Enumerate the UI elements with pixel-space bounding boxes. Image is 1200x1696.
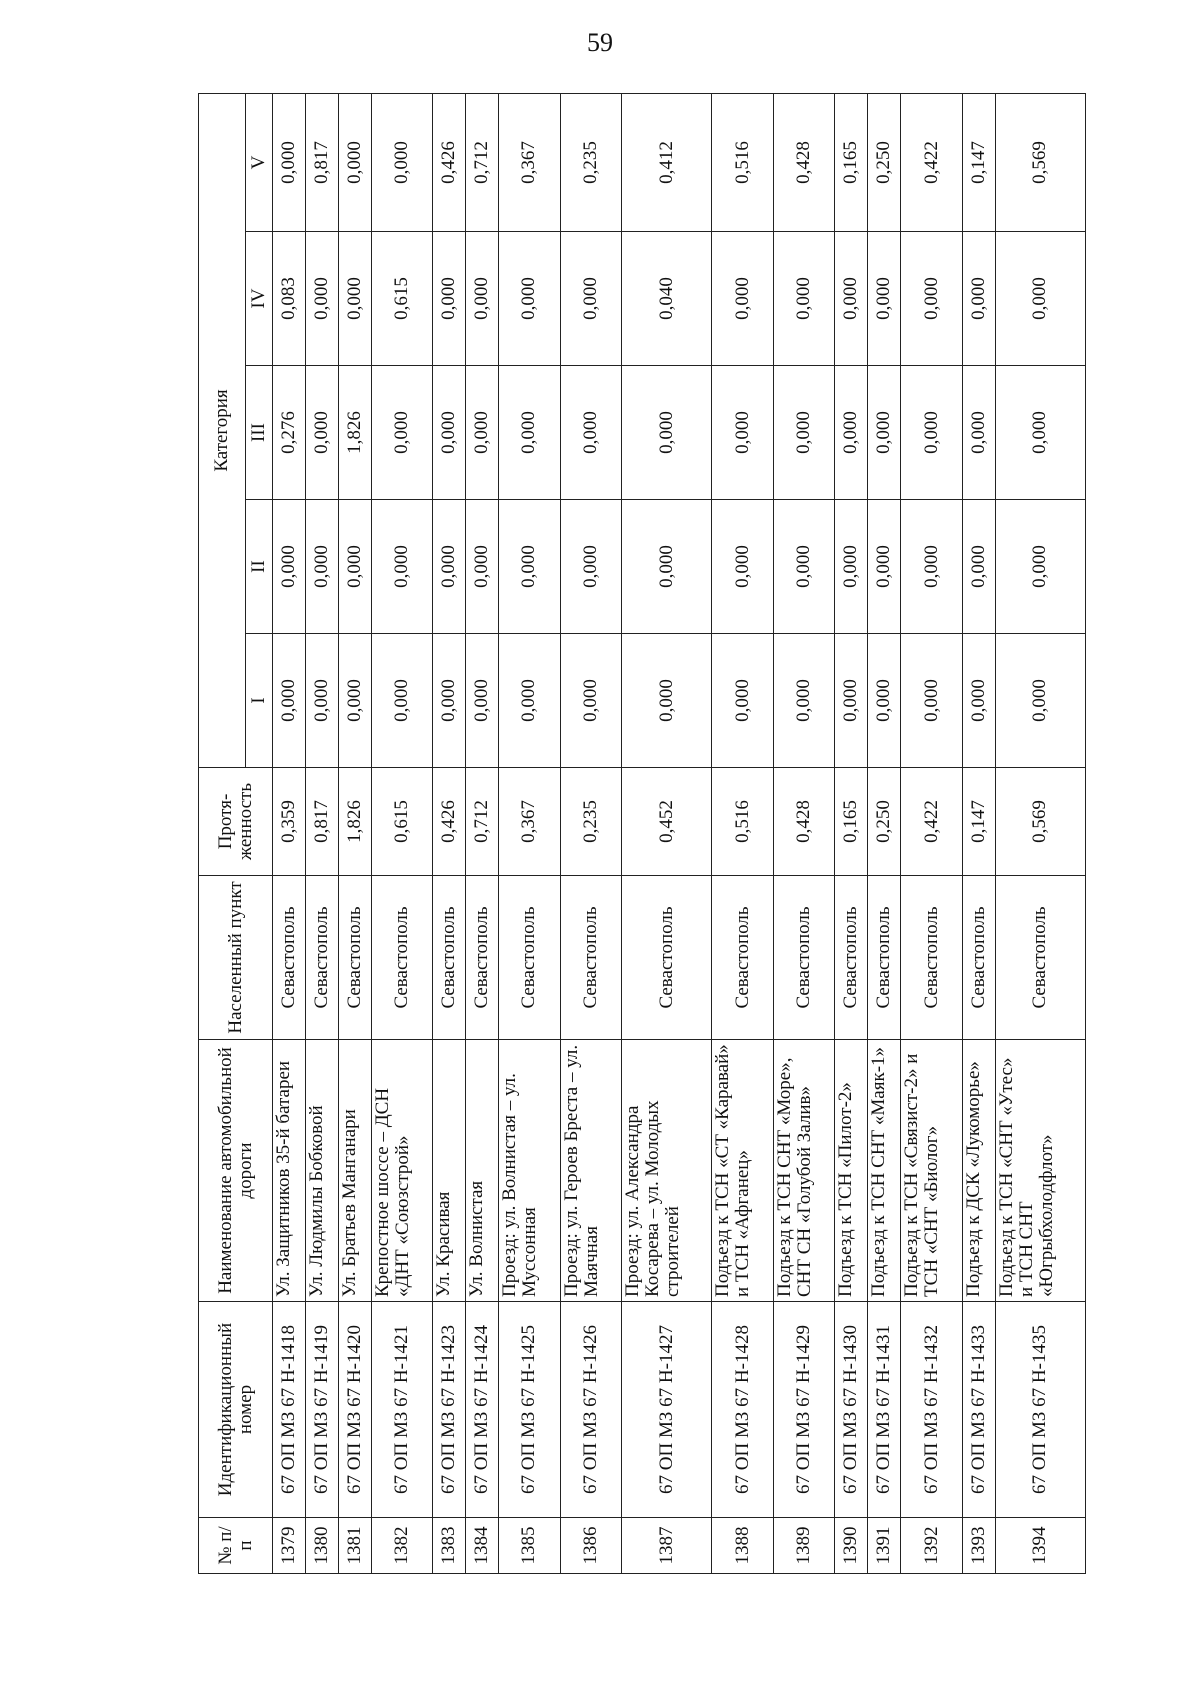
row-cat-4: 0,000: [560, 232, 622, 366]
row-cat-3: 0,000: [868, 366, 901, 500]
row-length: 0,426: [433, 768, 466, 876]
row-cat-5: 0,412: [622, 94, 712, 232]
row-cat-1: 0,000: [371, 634, 433, 768]
row-length: 0,452: [622, 768, 712, 876]
row-cat-4: 0,000: [499, 232, 561, 366]
header-place: Населенный пункт: [199, 876, 273, 1040]
row-cat-2: 0,000: [868, 500, 901, 634]
row-length: 0,165: [835, 768, 868, 876]
row-id: 67 ОП МЗ 67 Н-1431: [868, 1302, 901, 1518]
row-id: 67 ОП МЗ 67 Н-1420: [338, 1302, 371, 1518]
row-cat-3: 0,000: [305, 366, 338, 500]
row-road-name: Подъезд к ТСН «Связист-2» и ТСН «СНТ «Биолог»: [901, 1040, 963, 1302]
header-cat-1: I: [246, 634, 273, 768]
table-row: [622, 94, 712, 1574]
table-row: [773, 94, 835, 1574]
row-length: 0,569: [995, 768, 1085, 876]
row-place: Севастополь: [466, 876, 499, 1040]
row-length: 0,147: [962, 768, 995, 876]
row-cat-3: 0,000: [773, 366, 835, 500]
row-length: 0,367: [499, 768, 561, 876]
row-cat-5: 0,147: [962, 94, 995, 232]
row-road-name: Подъезд к ТСН «Пилот-2»: [835, 1040, 868, 1302]
row-id: 67 ОП МЗ 67 Н-1426: [560, 1302, 622, 1518]
table-row: [995, 94, 1085, 1574]
row-cat-1: 0,000: [773, 634, 835, 768]
row-id: 67 ОП МЗ 67 Н-1427: [622, 1302, 712, 1518]
row-road-name: Ул. Братьев Манганари: [338, 1040, 371, 1302]
header-cat-2: II: [246, 500, 273, 634]
row-length: 0,615: [371, 768, 433, 876]
row-place: Севастополь: [901, 876, 963, 1040]
row-cat-2: 0,000: [901, 500, 963, 634]
row-place: Севастополь: [962, 876, 995, 1040]
row-cat-3: 1,826: [338, 366, 371, 500]
row-number: 1383: [433, 1518, 466, 1574]
row-place: Севастополь: [835, 876, 868, 1040]
row-number: 1379: [273, 1518, 306, 1574]
table-row: [499, 94, 561, 1574]
row-length: 0,359: [273, 768, 306, 876]
row-id: 67 ОП МЗ 67 Н-1425: [499, 1302, 561, 1518]
row-cat-2: 0,000: [371, 500, 433, 634]
row-id: 67 ОП МЗ 67 Н-1424: [466, 1302, 499, 1518]
row-length: 0,712: [466, 768, 499, 876]
row-road-name: Подъезд к ТСН «СНТ «Утес» и ТСН СНТ «Югрыбхолодфлот»: [995, 1040, 1085, 1302]
row-place: Севастополь: [995, 876, 1085, 1040]
row-length: 0,516: [712, 768, 774, 876]
row-id: 67 ОП МЗ 67 Н-1418: [273, 1302, 306, 1518]
row-cat-4: 0,000: [433, 232, 466, 366]
row-cat-1: 0,000: [499, 634, 561, 768]
row-cat-1: 0,000: [901, 634, 963, 768]
row-id: 67 ОП МЗ 67 Н-1430: [835, 1302, 868, 1518]
row-place: Севастополь: [371, 876, 433, 1040]
row-place: Севастополь: [273, 876, 306, 1040]
row-cat-3: 0,000: [901, 366, 963, 500]
row-cat-4: 0,083: [273, 232, 306, 366]
row-number: 1388: [712, 1518, 774, 1574]
row-place: Севастополь: [712, 876, 774, 1040]
header-cat-4: IV: [246, 232, 273, 366]
row-cat-2: 0,000: [338, 500, 371, 634]
row-place: Севастополь: [305, 876, 338, 1040]
page-number: 59: [587, 28, 613, 57]
row-cat-5: 0,000: [338, 94, 371, 232]
row-cat-2: 0,000: [835, 500, 868, 634]
table-row: [901, 94, 963, 1574]
row-road-name: Ул. Людмилы Бобковой: [305, 1040, 338, 1302]
row-place: Севастополь: [433, 876, 466, 1040]
row-cat-3: 0,000: [962, 366, 995, 500]
row-road-name: Проезд: ул. Волнистая – ул. Муссонная: [499, 1040, 561, 1302]
table-row: [868, 94, 901, 1574]
row-place: Севастополь: [773, 876, 835, 1040]
row-road-name: Крепостное шоссе – ДСН «ДНТ «Союзстрой»: [371, 1040, 433, 1302]
table-row: [835, 94, 868, 1574]
row-number: 1386: [560, 1518, 622, 1574]
header-cat-5: V: [246, 94, 273, 232]
row-cat-1: 0,000: [433, 634, 466, 768]
table-row: [305, 94, 338, 1574]
row-road-name: Проезд: ул. Александра Косарева – ул. Молодых строителей: [622, 1040, 712, 1302]
row-cat-2: 0,000: [499, 500, 561, 634]
row-number: 1382: [371, 1518, 433, 1574]
row-cat-1: 0,000: [995, 634, 1085, 768]
row-cat-3: 0,000: [835, 366, 868, 500]
row-id: 67 ОП МЗ 67 Н-1433: [962, 1302, 995, 1518]
header-length: Протя-женность: [199, 768, 273, 876]
row-cat-4: 0,000: [773, 232, 835, 366]
table-row: [466, 94, 499, 1574]
row-cat-4: 0,615: [371, 232, 433, 366]
row-cat-4: 0,000: [962, 232, 995, 366]
row-cat-3: 0,000: [560, 366, 622, 500]
row-number: 1393: [962, 1518, 995, 1574]
row-cat-4: 0,000: [466, 232, 499, 366]
row-cat-5: 0,422: [901, 94, 963, 232]
row-id: 67 ОП МЗ 67 Н-1429: [773, 1302, 835, 1518]
table-body: [273, 94, 1086, 1574]
row-cat-2: 0,000: [433, 500, 466, 634]
row-cat-2: 0,000: [773, 500, 835, 634]
row-id: 67 ОП МЗ 67 Н-1432: [901, 1302, 963, 1518]
row-number: 1385: [499, 1518, 561, 1574]
row-number: 1394: [995, 1518, 1085, 1574]
row-number: 1381: [338, 1518, 371, 1574]
row-cat-2: 0,000: [995, 500, 1085, 634]
row-road-name: Подъезд к ДСК «Лукоморье»: [962, 1040, 995, 1302]
row-road-name: Подъезд к ТСН «СТ «Каравай» и ТСН «Афганец»: [712, 1040, 774, 1302]
row-cat-5: 0,712: [466, 94, 499, 232]
row-road-name: Ул. Защитников 35-й батареи: [273, 1040, 306, 1302]
row-cat-2: 0,000: [712, 500, 774, 634]
row-number: 1391: [868, 1518, 901, 1574]
row-length: 0,422: [901, 768, 963, 876]
row-cat-5: 0,000: [273, 94, 306, 232]
row-cat-3: 0,000: [622, 366, 712, 500]
row-cat-3: 0,000: [433, 366, 466, 500]
row-cat-5: 0,235: [560, 94, 622, 232]
row-cat-4: 0,040: [622, 232, 712, 366]
row-number: 1387: [622, 1518, 712, 1574]
row-cat-5: 0,367: [499, 94, 561, 232]
table-row: [712, 94, 774, 1574]
row-cat-5: 0,516: [712, 94, 774, 232]
header-no: № п/п: [199, 1518, 273, 1574]
row-cat-5: 0,000: [371, 94, 433, 232]
row-cat-1: 0,000: [962, 634, 995, 768]
row-cat-5: 0,428: [773, 94, 835, 232]
row-length: 0,235: [560, 768, 622, 876]
row-cat-1: 0,000: [338, 634, 371, 768]
roads-table: [198, 93, 1086, 1574]
row-cat-3: 0,000: [712, 366, 774, 500]
row-place: Севастополь: [499, 876, 561, 1040]
row-length: 1,826: [338, 768, 371, 876]
row-cat-5: 0,569: [995, 94, 1085, 232]
row-cat-1: 0,000: [560, 634, 622, 768]
row-id: 67 ОП МЗ 67 Н-1419: [305, 1302, 338, 1518]
rotated-table-container: [198, 94, 1086, 1574]
row-number: 1390: [835, 1518, 868, 1574]
row-cat-3: 0,000: [371, 366, 433, 500]
row-length: 0,428: [773, 768, 835, 876]
row-cat-4: 0,000: [338, 232, 371, 366]
row-cat-2: 0,000: [273, 500, 306, 634]
row-number: 1380: [305, 1518, 338, 1574]
row-cat-5: 0,165: [835, 94, 868, 232]
row-road-name: Проезд: ул. Героев Бреста – ул. Маячная: [560, 1040, 622, 1302]
row-cat-3: 0,276: [273, 366, 306, 500]
row-cat-4: 0,000: [901, 232, 963, 366]
header-cat-3: III: [246, 366, 273, 500]
row-cat-1: 0,000: [273, 634, 306, 768]
row-cat-4: 0,000: [995, 232, 1085, 366]
table-row: [273, 94, 306, 1574]
table-row: [433, 94, 466, 1574]
row-road-name: Подъезд к ТСН СНТ «Маяк-1»: [868, 1040, 901, 1302]
row-cat-2: 0,000: [466, 500, 499, 634]
row-cat-1: 0,000: [712, 634, 774, 768]
row-cat-5: 0,250: [868, 94, 901, 232]
row-number: 1389: [773, 1518, 835, 1574]
row-place: Севастополь: [622, 876, 712, 1040]
row-id: 67 ОП МЗ 67 Н-1423: [433, 1302, 466, 1518]
header-category: Категория: [199, 94, 246, 768]
row-cat-1: 0,000: [868, 634, 901, 768]
row-cat-5: 0,817: [305, 94, 338, 232]
header-id: Идентификационный номер: [199, 1302, 273, 1518]
header-name: Наименование автомобильной дороги: [199, 1040, 273, 1302]
row-road-name: Подъезд к ТСН СНТ «Море», СНТ СН «Голубой Залив»: [773, 1040, 835, 1302]
row-cat-2: 0,000: [305, 500, 338, 634]
row-place: Севастополь: [560, 876, 622, 1040]
row-cat-2: 0,000: [622, 500, 712, 634]
row-length: 0,250: [868, 768, 901, 876]
row-id: 67 ОП МЗ 67 Н-1421: [371, 1302, 433, 1518]
row-cat-3: 0,000: [995, 366, 1085, 500]
table-row: [371, 94, 433, 1574]
row-id: 67 ОП МЗ 67 Н-1428: [712, 1302, 774, 1518]
row-cat-5: 0,426: [433, 94, 466, 232]
row-id: 67 ОП МЗ 67 Н-1435: [995, 1302, 1085, 1518]
row-cat-4: 0,000: [835, 232, 868, 366]
row-place: Севастополь: [868, 876, 901, 1040]
row-cat-1: 0,000: [305, 634, 338, 768]
row-cat-4: 0,000: [305, 232, 338, 366]
row-road-name: Ул. Волнистая: [466, 1040, 499, 1302]
row-cat-2: 0,000: [962, 500, 995, 634]
row-cat-3: 0,000: [466, 366, 499, 500]
table-row: [338, 94, 371, 1574]
row-cat-3: 0,000: [499, 366, 561, 500]
row-road-name: Ул. Красивая: [433, 1040, 466, 1302]
table-row: [560, 94, 622, 1574]
row-number: 1384: [466, 1518, 499, 1574]
row-cat-2: 0,000: [560, 500, 622, 634]
row-length: 0,817: [305, 768, 338, 876]
table-row: [962, 94, 995, 1574]
row-cat-1: 0,000: [622, 634, 712, 768]
row-cat-4: 0,000: [868, 232, 901, 366]
row-place: Севастополь: [338, 876, 371, 1040]
row-number: 1392: [901, 1518, 963, 1574]
row-cat-4: 0,000: [712, 232, 774, 366]
row-cat-1: 0,000: [466, 634, 499, 768]
row-cat-1: 0,000: [835, 634, 868, 768]
